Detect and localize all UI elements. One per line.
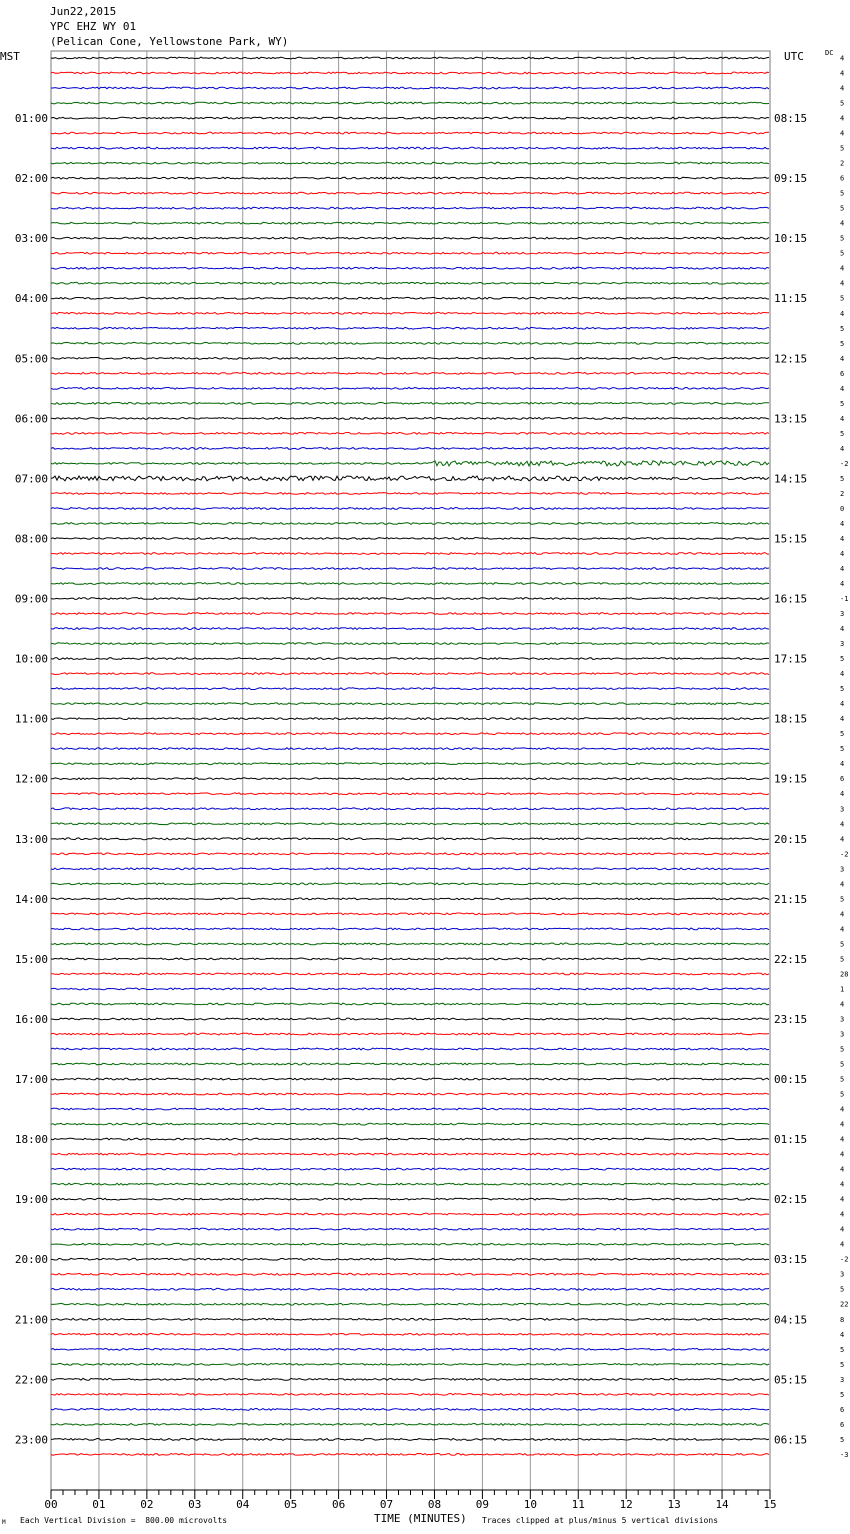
trace-row xyxy=(51,102,769,104)
trace-row xyxy=(51,928,769,930)
left-hour-label: 01:00 xyxy=(14,112,48,126)
dc-offset-label: 6 xyxy=(840,1405,845,1414)
trace-row xyxy=(51,1303,769,1305)
trace-row xyxy=(51,643,769,645)
trace-row xyxy=(51,357,769,359)
right-hour-label: 12:15 xyxy=(774,352,808,366)
trace-row xyxy=(51,327,769,329)
left-timezone-label: MST xyxy=(0,50,20,63)
station-location: (Pelican Cone, Yellowstone Park, WY) xyxy=(50,35,289,48)
trace-row xyxy=(51,476,769,481)
dc-offset-label: 5 xyxy=(840,1345,845,1354)
dc-offset-label: 6 xyxy=(840,775,845,784)
dc-offset-label: 4 xyxy=(840,790,845,799)
dc-offset-label: 3 xyxy=(840,1030,845,1039)
dc-offset-label: 4 xyxy=(840,1105,845,1114)
dc-offset-label: 5 xyxy=(840,1390,845,1399)
right-hour-label: 17:15 xyxy=(774,652,808,666)
trace-row xyxy=(51,598,769,600)
right-hour-label: 18:15 xyxy=(774,712,808,726)
corner-mark: M xyxy=(2,1519,6,1526)
dc-offset-label: 5 xyxy=(840,144,845,153)
trace-row xyxy=(51,763,769,765)
dc-offset-label: 4 xyxy=(840,820,845,829)
x-tick-label: 07 xyxy=(379,1498,394,1511)
trace-row xyxy=(51,372,769,374)
x-tick-label: 12 xyxy=(619,1498,633,1511)
dc-offset-label: 5 xyxy=(840,324,845,333)
dc-offset-label: 5 xyxy=(840,294,845,303)
trace-row xyxy=(51,282,769,284)
dc-offset-label: 3 xyxy=(840,805,845,814)
dc-offset-label: 5 xyxy=(840,234,845,243)
dc-offset-label: 4 xyxy=(840,1210,845,1219)
dc-offset-label: 4 xyxy=(840,129,845,138)
left-hour-label: 13:00 xyxy=(14,832,48,846)
dc-offset-label: 4 xyxy=(840,565,845,574)
dc-offset-label: 4 xyxy=(840,580,845,589)
trace-row xyxy=(51,387,769,389)
x-tick-label: 03 xyxy=(188,1498,202,1511)
dc-offset-label: 5 xyxy=(840,1285,845,1294)
dc-offset-label: 4 xyxy=(840,549,845,558)
x-tick-label: 08 xyxy=(427,1498,442,1511)
dc-offset-label: 4 xyxy=(840,534,845,543)
dc-offset-label: 4 xyxy=(840,700,845,709)
trace-row xyxy=(51,733,769,735)
trace-row xyxy=(51,1018,769,1020)
trace-row xyxy=(51,1394,769,1396)
trace-row xyxy=(51,1273,769,1275)
x-tick-label: 11 xyxy=(571,1498,585,1511)
trace-row xyxy=(51,613,769,615)
left-hour-label: 05:00 xyxy=(14,352,48,366)
left-hour-label: 18:00 xyxy=(14,1133,48,1147)
trace-row xyxy=(51,222,769,224)
trace-row xyxy=(51,177,769,179)
dc-offset-label: -2 xyxy=(840,1255,849,1264)
left-hour-label: 15:00 xyxy=(14,952,48,966)
left-hour-label: 21:00 xyxy=(14,1313,48,1327)
trace-row xyxy=(51,1033,769,1035)
recording-date: Jun22,2015 xyxy=(50,5,117,18)
dc-offset-label: 5 xyxy=(840,1435,845,1444)
dc-offset-label: 5 xyxy=(840,1075,845,1084)
left-hour-label: 23:00 xyxy=(14,1433,48,1447)
dc-offset-label: 4 xyxy=(840,910,845,919)
dc-offset-label: 6 xyxy=(840,174,845,183)
trace-row xyxy=(51,523,769,525)
x-tick-label: 00 xyxy=(44,1498,58,1511)
trace-row xyxy=(51,958,769,960)
trace-row xyxy=(51,117,769,119)
dc-offset-label: -3 xyxy=(840,1450,849,1459)
right-hour-label: 19:15 xyxy=(774,772,808,786)
x-tick-label: 09 xyxy=(475,1498,490,1511)
left-hour-label: 03:00 xyxy=(14,232,48,246)
right-hour-label: 04:15 xyxy=(774,1313,808,1327)
dc-offset-label: 2 xyxy=(840,489,845,498)
left-hour-label: 02:00 xyxy=(14,172,48,186)
dc-offset-label: 4 xyxy=(840,835,845,844)
left-hour-label: 07:00 xyxy=(14,472,48,486)
trace-row xyxy=(51,1378,769,1380)
dc-offset-label: 3 xyxy=(840,610,845,619)
x-axis xyxy=(44,1490,776,1511)
right-hour-label: 08:15 xyxy=(774,112,808,126)
dc-offset-label: 8 xyxy=(840,1315,845,1324)
dc-offset-label: 28 xyxy=(840,970,849,979)
trace-row xyxy=(51,1348,769,1350)
trace-row xyxy=(51,943,769,945)
trace-row xyxy=(51,147,769,149)
trace-row xyxy=(51,1063,769,1065)
trace-row xyxy=(51,312,769,314)
dc-offset-label: 4 xyxy=(840,69,845,78)
trace-row xyxy=(51,433,769,435)
trace-row xyxy=(51,853,769,855)
trace-row xyxy=(51,1213,769,1215)
dc-offset-label: 4 xyxy=(840,444,845,453)
trace-row xyxy=(51,1078,769,1080)
right-hour-label: 21:15 xyxy=(774,892,808,906)
x-tick-label: 13 xyxy=(667,1498,681,1511)
dc-offset-label: 4 xyxy=(840,114,845,123)
trace-row xyxy=(51,1108,769,1110)
trace-row xyxy=(51,1093,769,1095)
trace-row xyxy=(51,1003,769,1005)
right-hour-label: 03:15 xyxy=(774,1253,808,1267)
trace-row xyxy=(51,508,769,510)
right-hour-label: 05:15 xyxy=(774,1373,808,1387)
trace-row xyxy=(51,883,769,885)
dc-offset-label: 3 xyxy=(840,865,845,874)
trace-row xyxy=(51,192,769,194)
trace-row xyxy=(51,1288,769,1290)
dc-offset-label: 4 xyxy=(840,84,845,93)
dc-offset-label: 5 xyxy=(840,1060,845,1069)
trace-row xyxy=(51,207,769,209)
trace-row xyxy=(51,87,769,89)
x-tick-label: 10 xyxy=(523,1498,537,1511)
left-hour-label: 17:00 xyxy=(14,1073,48,1087)
trace-row xyxy=(51,493,769,495)
right-hour-label: 22:15 xyxy=(774,952,808,966)
trace-row xyxy=(51,342,769,344)
left-hour-label: 09:00 xyxy=(14,592,48,606)
dc-offset-label: 2 xyxy=(840,159,845,168)
dc-offset-label: 5 xyxy=(840,399,845,408)
trace-rows xyxy=(51,55,848,1459)
right-hour-label: 11:15 xyxy=(774,292,808,306)
dc-offset-label: 4 xyxy=(840,519,845,528)
dc-offset-label: 5 xyxy=(840,1360,845,1369)
trace-row xyxy=(51,748,769,750)
trace-row xyxy=(51,718,769,720)
trace-row xyxy=(51,973,769,975)
left-hour-label: 06:00 xyxy=(14,412,48,426)
right-hour-label: 20:15 xyxy=(774,832,808,846)
dc-offset-label: 6 xyxy=(840,1420,845,1429)
dc-offset-label: 4 xyxy=(840,925,845,934)
dc-offset-label: 5 xyxy=(840,339,845,348)
dc-offset-label: 5 xyxy=(840,685,845,694)
dc-offset-label: 0 xyxy=(840,504,845,513)
trace-row xyxy=(51,1333,769,1335)
trace-row xyxy=(51,1153,769,1155)
trace-row xyxy=(51,538,769,540)
dc-offset-label: 4 xyxy=(840,414,845,423)
left-hour-label: 10:00 xyxy=(14,652,48,666)
dc-offset-label: 4 xyxy=(840,1165,845,1174)
dc-offset-label: 5 xyxy=(840,204,845,213)
trace-row xyxy=(51,1183,769,1185)
right-hour-label: 15:15 xyxy=(774,532,808,546)
left-hour-label: 20:00 xyxy=(14,1253,48,1267)
right-hour-label: 02:15 xyxy=(774,1193,808,1207)
dc-offset-label: 4 xyxy=(840,309,845,318)
dc-offset-label: 4 xyxy=(840,715,845,724)
trace-row xyxy=(51,808,769,810)
trace-row xyxy=(51,1123,769,1125)
dc-offset-label: 4 xyxy=(840,264,845,273)
left-hour-label: 22:00 xyxy=(14,1373,48,1387)
trace-row xyxy=(51,568,769,570)
trace-row xyxy=(51,628,769,630)
dc-offset-label: 4 xyxy=(840,1180,845,1189)
dc-offset-label: -2 xyxy=(840,850,849,859)
trace-row xyxy=(51,1439,769,1441)
dc-offset-label: 4 xyxy=(840,1225,845,1234)
right-hour-label: 23:15 xyxy=(774,1012,808,1026)
right-hour-label: 00:15 xyxy=(774,1073,808,1087)
trace-row xyxy=(51,778,769,780)
dc-offset-label: 5 xyxy=(840,655,845,664)
trace-row xyxy=(51,658,769,660)
trace-row xyxy=(51,793,769,795)
left-hour-label: 16:00 xyxy=(14,1012,48,1026)
dc-offset-label: 5 xyxy=(840,429,845,438)
trace-row xyxy=(51,988,769,990)
dc-offset-label: 4 xyxy=(840,354,845,363)
trace-row xyxy=(51,1243,769,1245)
dc-offset-label: 5 xyxy=(840,474,845,483)
trace-row xyxy=(51,1409,769,1411)
dc-offset-label: 5 xyxy=(840,730,845,739)
scale-note: Each Vertical Division = 800.00 microvolts xyxy=(20,1516,228,1525)
x-tick-label: 05 xyxy=(284,1498,298,1511)
dc-column-label: DC xyxy=(825,49,834,57)
dc-offset-label: -1 xyxy=(840,595,849,604)
dc-offset-label: 4 xyxy=(840,1150,845,1159)
station-code: YPC EHZ WY 01 xyxy=(50,20,137,33)
dc-offset-label: 3 xyxy=(840,1270,845,1279)
trace-row xyxy=(51,1048,769,1050)
dc-offset-label: 3 xyxy=(840,1375,845,1384)
trace-row xyxy=(51,868,769,870)
trace-row xyxy=(51,703,769,705)
trace-row xyxy=(51,583,769,585)
dc-offset-label: 5 xyxy=(840,249,845,258)
dc-offset-label: 4 xyxy=(840,1000,845,1009)
dc-offset-label: -2 xyxy=(840,459,849,468)
right-hour-label: 09:15 xyxy=(774,172,808,186)
trace-row xyxy=(51,1228,769,1230)
left-hour-label: 08:00 xyxy=(14,532,48,546)
trace-row xyxy=(51,57,769,59)
trace-row xyxy=(51,1424,769,1426)
trace-row xyxy=(51,1454,769,1456)
dc-offset-label: 3 xyxy=(840,1015,845,1024)
right-hour-label: 01:15 xyxy=(774,1133,808,1147)
left-hour-label: 04:00 xyxy=(14,292,48,306)
trace-row xyxy=(51,1198,769,1200)
trace-row xyxy=(51,1363,769,1365)
trace-row xyxy=(51,823,769,825)
dc-offset-label: 4 xyxy=(840,1195,845,1204)
trace-row xyxy=(51,297,769,299)
trace-row xyxy=(51,1258,769,1260)
dc-offset-label: 4 xyxy=(840,219,845,228)
dc-offset-label: 4 xyxy=(840,1240,845,1249)
left-hour-label: 11:00 xyxy=(14,712,48,726)
trace-row xyxy=(51,267,769,269)
clip-note: Traces clipped at plus/minus 5 vertical divisions xyxy=(482,1516,719,1525)
dc-offset-label: 4 xyxy=(840,1120,845,1129)
trace-row xyxy=(51,162,769,164)
trace-row xyxy=(51,1318,769,1320)
right-timezone-label: UTC xyxy=(784,50,804,63)
dc-offset-label: 22 xyxy=(840,1300,849,1309)
dc-offset-label: 4 xyxy=(840,760,845,769)
dc-offset-label: 4 xyxy=(840,279,845,288)
trace-row xyxy=(51,132,769,134)
trace-row xyxy=(51,688,769,690)
x-tick-label: 06 xyxy=(331,1498,346,1511)
right-hour-label: 13:15 xyxy=(774,412,808,426)
right-hour-label: 16:15 xyxy=(774,592,808,606)
trace-row xyxy=(51,673,769,675)
right-hour-label: 10:15 xyxy=(774,232,808,246)
dc-offset-label: 5 xyxy=(840,99,845,108)
dc-offset-label: 4 xyxy=(840,670,845,679)
dc-offset-label: 5 xyxy=(840,940,845,949)
dc-offset-label: 3 xyxy=(840,640,845,649)
left-hour-label: 12:00 xyxy=(14,772,48,786)
trace-row xyxy=(51,418,769,420)
x-tick-label: 04 xyxy=(236,1498,250,1511)
x-axis-title: TIME (MINUTES) xyxy=(374,1512,467,1525)
trace-row xyxy=(51,461,769,466)
dc-offset-label: 4 xyxy=(840,880,845,889)
trace-row xyxy=(51,1138,769,1140)
x-tick-label: 15 xyxy=(763,1498,777,1511)
trace-row xyxy=(51,838,769,840)
x-tick-label: 02 xyxy=(140,1498,154,1511)
right-hour-label: 06:15 xyxy=(774,1433,808,1447)
dc-offset-label: 5 xyxy=(840,1045,845,1054)
trace-row xyxy=(51,237,769,239)
trace-row xyxy=(51,72,769,74)
dc-offset-label: 5 xyxy=(840,895,845,904)
dc-offset-label: 6 xyxy=(840,369,845,378)
trace-row xyxy=(51,252,769,254)
right-hour-label: 14:15 xyxy=(774,472,808,486)
dc-offset-label: 4 xyxy=(840,1330,845,1339)
left-hour-label: 19:00 xyxy=(14,1193,48,1207)
trace-row xyxy=(51,553,769,555)
trace-row xyxy=(51,913,769,915)
x-tick-label: 14 xyxy=(715,1498,729,1511)
trace-row xyxy=(51,448,769,450)
dc-offset-label: 4 xyxy=(840,54,845,63)
trace-row xyxy=(51,402,769,404)
dc-offset-label: 5 xyxy=(840,1090,845,1099)
dc-offset-label: 1 xyxy=(840,985,845,994)
dc-offset-label: 4 xyxy=(840,1135,845,1144)
trace-row xyxy=(51,1168,769,1170)
left-hour-label: 14:00 xyxy=(14,892,48,906)
dc-offset-label: 5 xyxy=(840,955,845,964)
trace-row xyxy=(51,898,769,900)
dc-offset-label: 4 xyxy=(840,384,845,393)
dc-offset-label: 5 xyxy=(840,745,845,754)
dc-offset-label: 5 xyxy=(840,189,845,198)
dc-offset-label: 4 xyxy=(840,625,845,634)
x-tick-label: 01 xyxy=(92,1498,106,1511)
